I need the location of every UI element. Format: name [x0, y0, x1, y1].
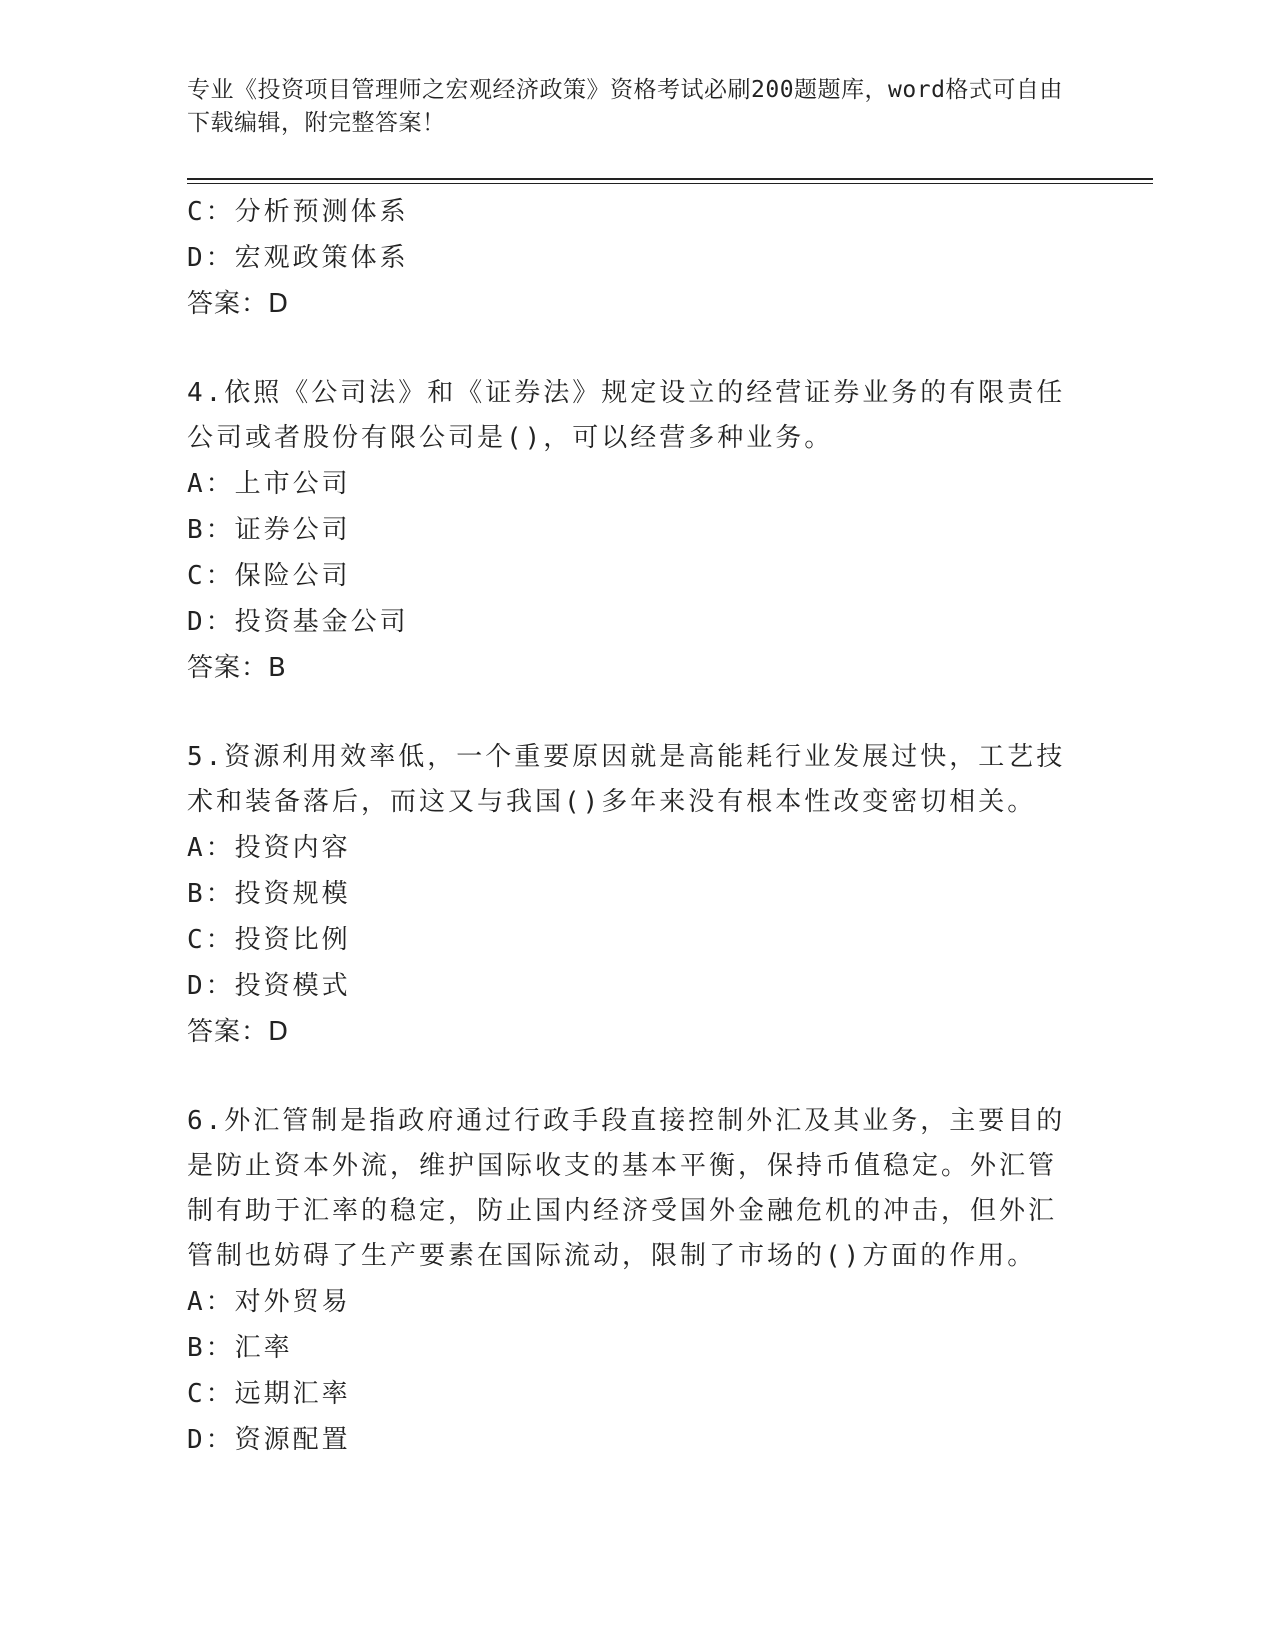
document-header: 专业《投资项目管理师之宏观经济政策》资格考试必刷200题题库，word格式可自由下载编辑，附完整答案！	[187, 77, 1063, 136]
option-b: B：证券公司	[187, 515, 351, 545]
option-d: D：投资模式	[187, 971, 351, 1001]
option-a: A：对外贸易	[187, 1287, 351, 1317]
option-d: D：资源配置	[187, 1425, 351, 1455]
option-c: C：分析预测体系	[187, 197, 409, 227]
option-a: A：上市公司	[187, 469, 351, 499]
question-5	[187, 735, 1067, 1055]
question-4	[187, 371, 1067, 691]
option-b: B：汇率	[187, 1333, 293, 1363]
question-6	[187, 1099, 1067, 1463]
answer: 答案：B	[187, 653, 287, 683]
option-c: C：远期汇率	[187, 1379, 351, 1409]
document-body	[187, 189, 1067, 1463]
answer: 答案：D	[187, 1017, 290, 1047]
option-d: D：宏观政策体系	[187, 243, 409, 273]
option-a: A：投资内容	[187, 833, 351, 863]
header-divider	[187, 178, 1153, 180]
option-c: C：保险公司	[187, 561, 351, 591]
question-3-tail	[187, 189, 1067, 327]
option-b: B：投资规模	[187, 879, 351, 909]
question-stem: 4.依照《公司法》和《证券法》规定设立的经营证券业务的有限责任公司或者股份有限公司是()，可以经营多种业务。	[187, 378, 1066, 453]
header-divider-thin	[187, 183, 1153, 184]
question-stem: 5.资源利用效率低，一个重要原因就是高能耗行业发展过快，工艺技术和装备落后，而这又与我国()多年来没有根本性改变密切相关。	[187, 742, 1066, 817]
question-stem: 6.外汇管制是指政府通过行政手段直接控制外汇及其业务，主要目的是防止资本外流，维护国际收支的基本平衡，保持币值稳定。外汇管制有助于汇率的稳定，防止国内经济受国外金融危机的冲击，但外汇管制也妨碍了生产要素在国际流动，限制了市场的()方面的作用。	[187, 1106, 1066, 1271]
option-d: D：投资基金公司	[187, 607, 409, 637]
option-c: C：投资比例	[187, 925, 351, 955]
answer: 答案：D	[187, 289, 290, 319]
